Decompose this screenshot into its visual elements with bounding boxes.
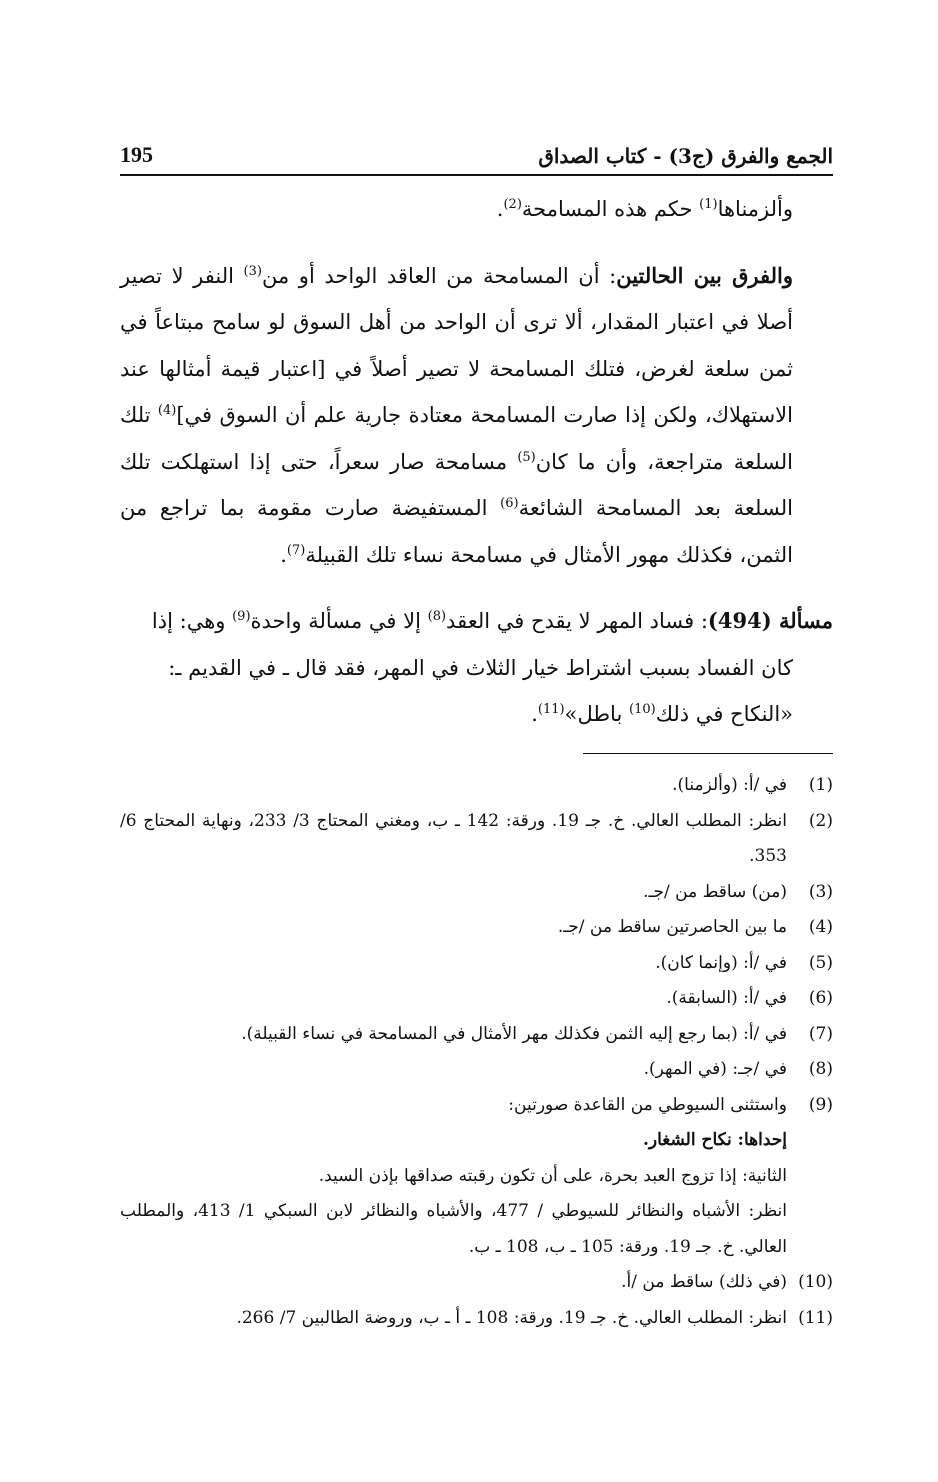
- footnote-ref: (6): [500, 496, 519, 511]
- footnote: [120, 875, 833, 911]
- footnote-ref: (7): [286, 542, 306, 558]
- footnote-number: (4): [808, 917, 833, 937]
- footnote-line: الثانية: إذا تزوج العبد بحرة، على أن تكون رقبته صداقها بإذن السيد.: [318, 1165, 787, 1186]
- footnote-number: (11): [798, 1307, 833, 1328]
- footnote-line: انظر: الأشباه والنظائر للسيوطي / 477، والأشباه والنظائر لابن السبكي 1/ 413، والمطلب العالي. خ. جـ 19. ورقة: 105 ـ ب، 108 ـ ب.: [120, 1201, 788, 1257]
- footnote: [120, 1088, 833, 1266]
- text-run: : أن المسامحة من العاقد الواحد أو من: [261, 263, 617, 288]
- paragraph-heading: والفرق بين الحالتين: [616, 262, 793, 288]
- footnote: [120, 1301, 833, 1337]
- footnote-ref: (11): [537, 702, 565, 717]
- footnote-number: (6): [808, 988, 833, 1008]
- footnote: [120, 768, 833, 804]
- footnote-text: في /جـ: (في المهر).: [643, 1059, 787, 1079]
- issue-line: [120, 691, 833, 738]
- issue-494: [120, 598, 833, 738]
- paragraph-difference: [120, 253, 833, 579]
- text-run: باطل»: [564, 702, 629, 726]
- footnotes: [120, 768, 833, 1336]
- footnote: [120, 1017, 833, 1053]
- issue-heading: مسألة (494): [707, 608, 833, 633]
- footnote-number: (8): [808, 1059, 833, 1079]
- footnote-number: (9): [808, 1094, 833, 1115]
- footnote-number: (1): [808, 775, 833, 795]
- footnote-ref: (10): [628, 702, 656, 717]
- footnote-text: ما بين الحاصرتين ساقط من /جـ.: [557, 917, 787, 937]
- footnote-text: في /أ: (وإنما كان).: [655, 952, 787, 973]
- text-run: .: [280, 542, 287, 567]
- footnote-text: في /أ: (السابقة).: [666, 988, 787, 1008]
- issue-line: كان الفساد بسبب اشتراط خيار الثلاث في المهر، فقد قال ـ في القديم ـ:: [168, 655, 793, 680]
- footnote-text: في /أ: (وألزمنا).: [672, 775, 787, 795]
- footnote-ref: (8): [427, 609, 447, 624]
- footnote-line: واستثنى السيوطي من القاعدة صورتين:: [508, 1094, 787, 1115]
- text-run: وألزمناها: [717, 197, 793, 221]
- footnote-number: (2): [808, 810, 833, 831]
- paragraph-continuation: [120, 186, 833, 233]
- footnote-ref: (4): [157, 403, 177, 418]
- footnote-ref: (9): [232, 609, 251, 624]
- text-run: المستفيضة صارت مقومة بما تراجع من الثمن، فكذلك مهور الأمثال في مسامحة نساء تلك القبيلة: [120, 496, 793, 567]
- text-run: حكم هذه المسامحة: [521, 197, 700, 221]
- footnote-text: انظر: المطلب العالي. خ. جـ 19. ورقة: 108 ـ أ ـ ب، وروضة الطالبين 7/ 266.: [236, 1307, 787, 1328]
- footnote: [120, 910, 833, 946]
- text-run: «النكاح في ذلك: [655, 702, 793, 726]
- footnote-ref: (3): [243, 263, 262, 279]
- footnote-text: في /أ: (بما رجع إليه الثمن فكذلك مهر الأمثال في المسامحة في نساء القبيلة).: [241, 1023, 787, 1044]
- footnote-ref: (5): [517, 449, 536, 465]
- text-run: تلك السلعة متراجعة، وأن ما كان: [120, 403, 793, 474]
- running-title: الجمع والفرق (ج3) - كتاب الصداق: [538, 144, 833, 168]
- footnote: [120, 1265, 833, 1301]
- footnote: [120, 804, 833, 875]
- footnote-text: (من) ساقط من /جـ.: [643, 881, 787, 902]
- page-header: [120, 128, 833, 176]
- footnote-text: انظر: المطلب العالي. خ. جـ 19. ورقة: 142 ـ ب، ومغني المحتاج 3/ 233، ونهاية المحتاج 6/ 353.: [120, 810, 787, 866]
- footnote-text: [120, 1088, 787, 1266]
- text-run: .: [531, 702, 538, 726]
- issue-first-line: [120, 598, 833, 645]
- footnote-number: (3): [808, 881, 833, 902]
- text-run: : فساد المهر لا يقدح في العقد: [446, 609, 708, 633]
- footnote: [120, 946, 833, 982]
- footnote-number: (10): [798, 1272, 833, 1292]
- text-run: إلا في مسألة واحدة: [250, 609, 428, 633]
- footnote-separator: [583, 753, 833, 754]
- footnote-number: (5): [808, 952, 833, 973]
- footnote: [120, 981, 833, 1017]
- footnote-ref: (2): [503, 197, 522, 212]
- footnote-line: إحداها: نكاح الشغار.: [643, 1130, 787, 1150]
- footnote-text: (في ذلك) ساقط من /أ.: [621, 1272, 787, 1292]
- footnote: [120, 1052, 833, 1088]
- footnote-ref: (1): [699, 197, 718, 212]
- main-text: [120, 186, 833, 738]
- page-number: 195: [120, 142, 153, 167]
- text-run: وهي: إذا: [151, 609, 233, 633]
- text-run: النفر لا تصير أصلا في اعتبار المقدار، ألا ترى أن الواحد من أهل السوق لو سامح مبتاعاً في ثمن سلعة لغرض، فتلك المسامحة لا تصير أصلاً في [اعتبار قيمة أمثالها عند الاستهلاك، ولكن إذا صارت المسامحة معتادة جارية علم أن السوق في]: [120, 263, 793, 427]
- text-run: مسامحة صار سعراً، حتى إذا استهلكت تلك السلعة بعد المسامحة الشائعة: [120, 449, 793, 520]
- text-run: .: [496, 197, 504, 221]
- footnote-number: (7): [808, 1023, 833, 1044]
